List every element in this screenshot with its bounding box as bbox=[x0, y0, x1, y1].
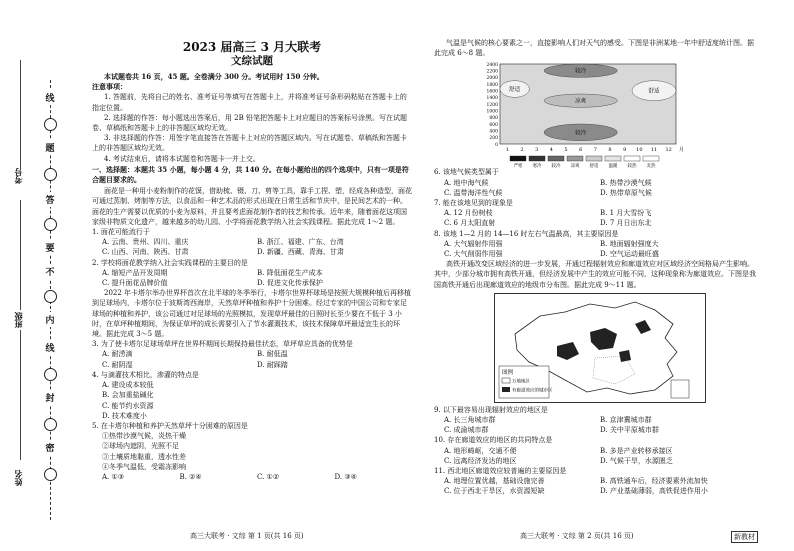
y-tick-label: 2200 bbox=[486, 69, 498, 75]
option-row bbox=[102, 360, 412, 370]
bind-word: 答 bbox=[42, 192, 58, 207]
option[interactable]: A. 耐涝滴 bbox=[102, 350, 133, 359]
x-tick-label: 7 bbox=[593, 147, 597, 154]
x-tick-label: 1 bbox=[505, 147, 509, 154]
option[interactable]: B. 地面辐射强度大 bbox=[600, 239, 659, 248]
legend-label: 严寒 bbox=[513, 164, 523, 170]
option[interactable]: D. 气候干旱，水源匮乏 bbox=[600, 456, 673, 465]
option[interactable]: A. 长三角城市群 bbox=[444, 416, 496, 425]
y-tick-label: 1600 bbox=[486, 89, 498, 95]
bind-hole bbox=[44, 290, 57, 303]
zone-label: 舒适 bbox=[509, 87, 521, 94]
legend-label: 凉爽 bbox=[570, 164, 580, 170]
passage: 高铁开通改变区域经济的进一步发展，开通过程辐射效应和廊道效应对区域经济空间格局产生影响。其中，少部分城市拥有高铁开通，但经济发展中产生的效应可能不同，这种现象称为廊道效应。下图是我国高铁开通后出现廊道效应的地级市分布图。据此完成 9～11 题。 bbox=[434, 260, 756, 289]
option[interactable]: D. 耐踩踏 bbox=[257, 360, 288, 369]
option[interactable]: B. 耐低温 bbox=[257, 350, 288, 359]
bind-word: 密 bbox=[42, 440, 58, 455]
option-row bbox=[444, 425, 756, 435]
option-row bbox=[444, 456, 756, 466]
option[interactable]: A. ①③ bbox=[102, 472, 125, 481]
option[interactable]: C. 远离经济发达的地区 bbox=[444, 456, 517, 465]
passage: 气温是气候的核心要素之一，直接影响人们对天气的感受。下图是非洲某地一年中舒适度统计图。据此完成 6～8 题。 bbox=[434, 39, 754, 58]
map-legend-title: 图例 bbox=[502, 369, 514, 376]
exam-intro: 本试题卷共 16 页，45 题。全卷满分 300 分。考试用时 150 分钟。 bbox=[104, 72, 324, 81]
option-row bbox=[444, 178, 756, 188]
question: 9. 以下最容易出现辐射效应的地区是 bbox=[434, 405, 548, 414]
x-tick-label: 9 bbox=[623, 147, 627, 154]
option[interactable]: C. ①② bbox=[257, 472, 280, 481]
china-map-svg bbox=[495, 294, 705, 402]
option[interactable]: B. 浙江、福建、广东、台湾 bbox=[257, 238, 344, 247]
option-row bbox=[102, 278, 412, 288]
question: 1. 面花可能流行于 bbox=[92, 228, 150, 237]
option-row bbox=[444, 218, 756, 228]
legend-swatch bbox=[643, 156, 659, 161]
option[interactable]: A. 12 月份树枝 bbox=[444, 209, 493, 218]
bind-hole bbox=[44, 418, 57, 431]
new-textbook-badge: 新教材 bbox=[731, 531, 758, 543]
x-tick-label: 3 bbox=[535, 147, 539, 154]
y-tick-label: 1800 bbox=[486, 83, 498, 89]
option[interactable]: A. 缩短产品开发周期 bbox=[102, 268, 168, 277]
y-tick-label: 600 bbox=[489, 123, 498, 129]
question: 2. 学校将面花教学纳入社会实践课程的主要目的是 bbox=[92, 258, 248, 267]
option[interactable]: C. 耐阴湿 bbox=[102, 360, 133, 369]
zone-label: 凉爽 bbox=[575, 99, 587, 106]
option[interactable]: C. 位于西北干旱区，水资源短缺 bbox=[444, 487, 545, 496]
bind-hole bbox=[44, 368, 57, 381]
question: 6. 该地气候类型属于 bbox=[434, 168, 499, 177]
statement: ③土壤质地黏重，透水性差 bbox=[102, 452, 186, 461]
class-label: 班级 bbox=[13, 312, 23, 328]
bind-word: 线 bbox=[42, 340, 58, 355]
option[interactable]: A. 地形崎岖，交通不便 bbox=[444, 446, 517, 455]
x-tick-label: 2 bbox=[520, 147, 524, 154]
bind-word: 要 bbox=[42, 240, 58, 255]
y-tick-label: 2400 bbox=[486, 63, 498, 69]
option[interactable]: B. 1 月大雪纷飞 bbox=[600, 209, 652, 218]
option-row bbox=[102, 349, 412, 359]
option[interactable]: C. 温带海洋性气候 bbox=[444, 188, 503, 197]
option-row bbox=[444, 208, 756, 218]
zone-label: 较冷 bbox=[575, 69, 587, 76]
notice-title: 注意事项： bbox=[92, 82, 127, 92]
x-tick-label: 8 bbox=[608, 147, 612, 154]
passage: 面花是一种用小麦粉制作的花馍，借助梳、镊、刀、剪等工具，靠手工捏、塑，经成各种造型，面花可通过蒸制、烤制等方法，以食品和一种艺术品的形式出现在日常生活和节庆中，是民间艺术的一种。面花的生产需要以优质的小麦为原料，并且要考虑面花制作者的技艺和传承。近年来，随着面花这项国家级非物质文化遗产，越来越多的幼儿园、小学将面花教学纳入社会实践课程。据此完成 1～2 题。 bbox=[92, 187, 412, 226]
statement: ②球场内遮阴，光照不足 bbox=[102, 442, 179, 451]
option-row bbox=[444, 188, 756, 198]
option[interactable]: C. 提升面花品牌价值 bbox=[102, 279, 168, 288]
option[interactable]: B. 降低面花生产成本 bbox=[257, 268, 323, 277]
option[interactable]: C. 山西、河南、陕西、甘肃 bbox=[102, 248, 189, 257]
option[interactable]: A. 地理位置优越，基础设施完善 bbox=[444, 477, 545, 486]
map-legend-item: 有廊道效应的城市区 bbox=[512, 388, 553, 394]
option[interactable]: B. 多是产业转移承接区 bbox=[600, 446, 673, 455]
south-sea-inset bbox=[671, 380, 689, 398]
x-tick-label: 10 bbox=[636, 147, 643, 154]
exam-no-label: 考号 bbox=[13, 168, 23, 184]
legend-swatch bbox=[605, 156, 621, 161]
statement: ④冬季气温低，受霜冻影响 bbox=[102, 462, 186, 471]
option-row bbox=[102, 268, 412, 278]
legend-swatch bbox=[567, 156, 583, 161]
option[interactable]: D. 空气运动最旺盛 bbox=[600, 250, 659, 259]
y-tick-label: 1000 bbox=[486, 109, 498, 115]
legend-swatch-filled bbox=[502, 387, 510, 392]
x-tick-label: 5 bbox=[564, 147, 568, 154]
x-tick-label: 11 bbox=[650, 147, 658, 154]
y-tick-label: 400 bbox=[489, 129, 498, 135]
option-row bbox=[102, 472, 412, 482]
option[interactable]: B. ②④ bbox=[179, 472, 202, 481]
legend-label: 寒冷 bbox=[532, 164, 542, 170]
option-row bbox=[444, 476, 756, 486]
x-axis-label: 月 bbox=[679, 147, 685, 154]
option[interactable]: D. 7 月日出东北 bbox=[600, 219, 652, 228]
option[interactable]: C. 大气削弱作用强 bbox=[444, 250, 503, 259]
y-tick-label: 2000 bbox=[486, 76, 498, 82]
option[interactable]: B. 京津冀城市群 bbox=[600, 416, 652, 425]
bind-hole bbox=[44, 218, 57, 231]
notice-item: 4. 考试结束后，请将本试题卷和答题卡一并上交。 bbox=[104, 154, 260, 163]
bind-word: 线 bbox=[42, 90, 58, 105]
option-row bbox=[444, 415, 756, 425]
y-tick-label: 1400 bbox=[486, 96, 498, 102]
y-tick-label: 0 bbox=[495, 143, 498, 149]
option[interactable]: A. 云南、贵州、四川、重庆 bbox=[102, 238, 189, 247]
y-tick-label: 1200 bbox=[486, 103, 498, 109]
x-tick-label: 6 bbox=[579, 147, 583, 154]
legend-label: 较热 bbox=[627, 164, 637, 170]
notice-item: 2. 选择题的作答：每小题选出答案后，用 2B 铅笔把答题卡上对应题目的答案标号涂黑。写在试题卷、草稿纸和答题卡上的非答题区域均无效。 bbox=[92, 113, 407, 133]
page-footer: 高三大联考 · 文综 第 2 页(共 16 页) bbox=[520, 532, 634, 540]
right-column bbox=[434, 38, 756, 497]
comfort-chart bbox=[474, 60, 724, 170]
bind-word: 不 bbox=[42, 264, 58, 279]
option[interactable]: C. 6 月太阳直射 bbox=[444, 219, 496, 228]
question: 10. 存在廊道效应的地区的共同特点是 bbox=[434, 436, 553, 445]
china-map bbox=[494, 293, 706, 403]
option-row bbox=[444, 239, 756, 249]
left-column bbox=[92, 40, 412, 482]
name-label: 姓名 bbox=[13, 470, 23, 486]
bind-hole bbox=[44, 118, 57, 131]
option[interactable]: D. 技术难度小 bbox=[102, 411, 147, 420]
option-row bbox=[444, 249, 756, 259]
question: 4. 与滴灌技术相比，渗灌的特点是 bbox=[92, 370, 199, 379]
x-tick-label: 12 bbox=[665, 147, 672, 154]
legend-swatch-empty bbox=[502, 378, 510, 383]
bind-word: 题 bbox=[42, 140, 58, 155]
legend-label: 温暖 bbox=[608, 164, 618, 170]
question: 11. 西北地区廊道效应较普遍的主要原因是 bbox=[434, 467, 567, 476]
option[interactable]: D. 热带草原气候 bbox=[600, 188, 652, 197]
option-row bbox=[102, 237, 412, 247]
option[interactable]: D. 产业基础薄弱，高铁促进作用小 bbox=[600, 487, 708, 496]
legend-swatch bbox=[548, 156, 564, 161]
bind-hole bbox=[44, 468, 57, 481]
option-row bbox=[102, 247, 412, 257]
passage: 2022 年卡塔尔举办世界杯首次在北半球的冬季举行，卡塔尔世界杯球场是按照大规模种植后再移植到足球场内，卡塔尔位于波斯湾西海岸，天然草坪种植和养护十分困难。经过专家的中国公司和专家足球场的种植和养护，该公司通过对足球场的光照模拟，发现草坪最佳的日照时长至少要在不低于 3 小时，在草坪种植期间，为保证草坪的成长需要引入了节水灌溉技术，该技术保障草坪最适宜生长的环境。据此完成 3～5 题。 bbox=[92, 289, 412, 339]
notice-item: 1. 答题前，先将自己的姓名、准考证号等填写在答题卡上，并将准考证号条形码粘贴在答题卡上的指定位置。 bbox=[92, 93, 407, 112]
option-row bbox=[444, 446, 756, 456]
map-legend-item: 万地地区 bbox=[512, 379, 530, 385]
exam-subtitle: 文综试题 bbox=[231, 55, 273, 67]
y-tick-label: 200 bbox=[489, 136, 498, 142]
option[interactable]: B. 高铁通车后，经济要素外流加快 bbox=[600, 477, 708, 486]
option-row bbox=[444, 486, 756, 496]
question: 3. 为了使卡塔尔足球场草坪在世界杯期间长期保持最佳状态，草坪草应具备的优势是 bbox=[92, 340, 353, 349]
x-tick-label: 4 bbox=[549, 147, 553, 154]
notice-item: 3. 非选择题的作答：用签字笔直接答在答题卡上对应的答题区域内。写在试题卷、草稿纸和答题卡上的非答题区域均无效。 bbox=[92, 134, 407, 153]
class-underline bbox=[20, 200, 21, 310]
option[interactable]: B. 热带沙漠气候 bbox=[600, 178, 652, 187]
option[interactable]: D. 关中平原城市群 bbox=[600, 426, 659, 435]
zone-label: 舒适 bbox=[648, 89, 660, 96]
legend-swatch bbox=[510, 156, 526, 161]
y-tick-label: 800 bbox=[489, 116, 498, 122]
option[interactable]: D. 新疆、西藏、青海、甘肃 bbox=[257, 248, 344, 257]
option[interactable]: B. 会加重盐碱化 bbox=[102, 391, 154, 400]
zone-label: 较冷 bbox=[575, 130, 587, 137]
exam-no-underline bbox=[20, 60, 21, 170]
bind-word: 内 bbox=[42, 312, 58, 327]
binding-margin bbox=[0, 0, 88, 551]
legend-label: 舒适 bbox=[589, 164, 599, 170]
legend-label: 较冷 bbox=[551, 164, 561, 170]
option[interactable]: D. ③④ bbox=[334, 472, 357, 481]
page-footer: 高三大联考 · 文综 第 1 页(共 16 页) bbox=[190, 532, 304, 540]
option[interactable]: A. 大气辐射作用强 bbox=[444, 239, 503, 248]
legend-label: 炎热 bbox=[646, 164, 656, 170]
legend-swatch bbox=[624, 156, 640, 161]
comfort-chart-svg bbox=[474, 60, 724, 170]
bind-hole bbox=[44, 168, 57, 181]
option[interactable]: D. 促进文化传承保护 bbox=[257, 279, 323, 288]
legend-swatch bbox=[586, 156, 602, 161]
exam-title: 2023 届高三 3 月大联考 bbox=[182, 40, 322, 54]
question: 8. 该地 1—2 月的 14—16 时左右气温最高，其主要原因是 bbox=[434, 229, 619, 238]
option[interactable]: C. 能节约水资源 bbox=[102, 401, 154, 410]
statement: ①热带沙漠气候，炎热干燥 bbox=[102, 432, 186, 441]
option[interactable]: A. 建设成本较低 bbox=[102, 381, 154, 390]
option[interactable]: C. 成渝城市群 bbox=[444, 426, 489, 435]
legend-swatch bbox=[529, 156, 545, 161]
question: 5. 在卡塔尔种植和养护天然草坪十分困难的原因是 bbox=[92, 421, 248, 430]
name-underline bbox=[20, 330, 21, 460]
option[interactable]: A. 地中海气候 bbox=[444, 178, 489, 187]
bind-word: 封 bbox=[42, 390, 58, 405]
question: 7. 能在该地见到的现象是 bbox=[434, 199, 513, 208]
section-title: 一、选择题：本题共 35 小题，每小题 4 分，共 140 分。在每小题给出的四个选项中，只有一项是符合题目要求的。 bbox=[92, 164, 409, 185]
